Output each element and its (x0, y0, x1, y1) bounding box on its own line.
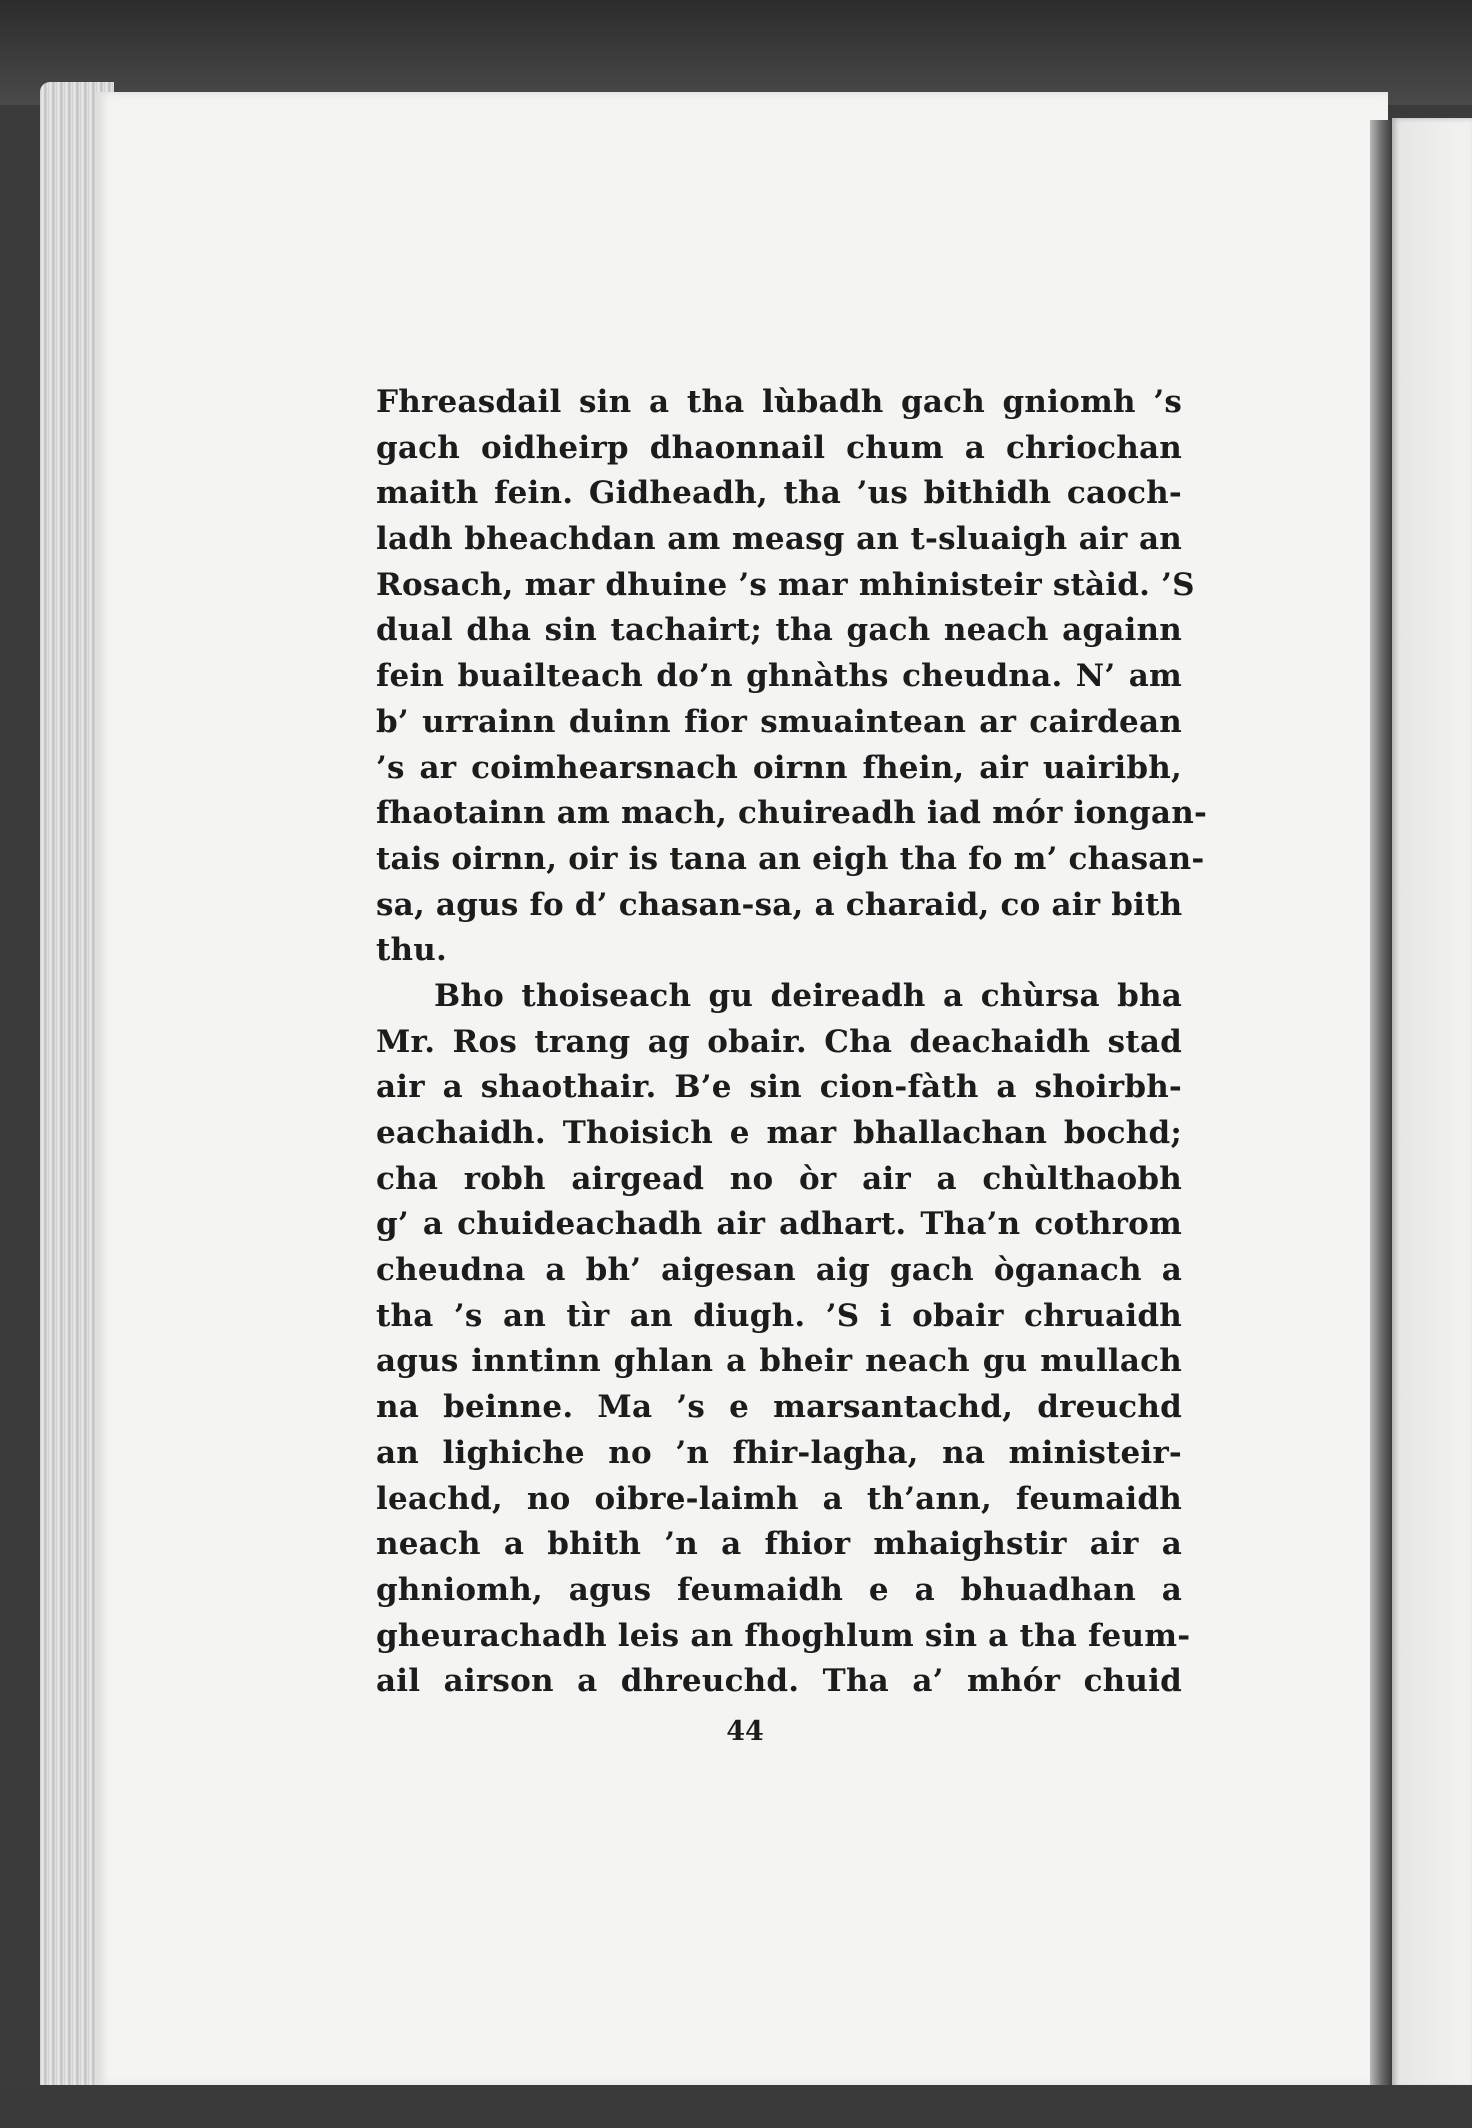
text-line: gheurachadh leis an fhoghlum sin a tha feum- (376, 1617, 1191, 1654)
text-line: neach a bhith ’n a fhior mhaighstir air a (376, 1526, 1182, 1563)
text-line: agus inntinn ghlan a bheir neach gu mullach (376, 1343, 1182, 1380)
text-line: cha robh airgead no òr air a chùlthaobh (376, 1160, 1182, 1197)
text-line: Rosach, mar dhuine ’s mar mhinisteir stàid. ’S (376, 566, 1195, 603)
scanner-background-bottom (0, 2085, 1472, 2128)
text-line: tais oirnn, oir is tana an eigh tha fo m’ chasan- (376, 840, 1205, 877)
text-line: an lighiche no ’n fhir-lagha, na ministeir- (376, 1434, 1182, 1471)
scanner-background-top (0, 0, 1472, 105)
text-line: Mr. Ros trang ag obair. Cha deachaidh stad (376, 1023, 1182, 1060)
text-line: fein buailteach do’n ghnàths cheudna. N’ am (376, 658, 1182, 695)
text-line: maith fein. Gidheadh, tha ’us bithidh caoch- (376, 475, 1182, 512)
paragraph (376, 380, 1208, 974)
text-line: fhaotainn am mach, chuireadh iad mór iongan- (376, 795, 1208, 832)
text-line: Bho thoiseach gu deireadh a chùrsa bha (434, 977, 1182, 1014)
text-line: eachaidh. Thoisich e mar bhallachan bochd; (376, 1115, 1182, 1151)
text-line: leachd, no oibre-laimh a th’ann, feumaidh (376, 1480, 1182, 1517)
text-line: air a shaothair. B’e sin cion-fàth a shoirbh- (376, 1069, 1182, 1106)
book-gutter-shadow (1370, 120, 1392, 2090)
page-number: 44 (726, 1716, 764, 1747)
text-line: g’ a chuideachadh air adhart. Tha’n cothrom (376, 1206, 1182, 1243)
text-line: Fhreasdail sin a tha lùbadh gach gniomh ’s (376, 384, 1182, 420)
body-text (376, 380, 1208, 1705)
text-line: thu. (376, 932, 447, 969)
text-line: ail airson a dhreuchd. Tha a’ mhór chuid (376, 1663, 1182, 1700)
paragraph (376, 974, 1191, 1705)
text-line: sa, agus fo d’ chasan-sa, a charaid, co air bith (376, 886, 1183, 923)
text-line: dual dha sin tachairt; tha gach neach againn (376, 612, 1182, 649)
adjacent-page (1392, 118, 1472, 2088)
text-line: b’ urrainn duinn fior smuaintean ar cairdean (376, 703, 1182, 740)
text-line: na beinne. Ma ’s e marsantachd, dreuchd (376, 1389, 1182, 1426)
text-line: ’s ar coimhearsnach oirnn fhein, air uairibh, (376, 749, 1182, 786)
text-line: gach oidheirp dhaonnail chum a chriochan (376, 429, 1182, 466)
text-line: ladh bheachdan am measg an t-sluaigh air an (376, 521, 1182, 558)
text-line: ghniomh, agus feumaidh e a bhuadhan a (376, 1571, 1182, 1608)
text-line: cheudna a bh’ aigesan aig gach òganach a (376, 1252, 1182, 1289)
text-line: tha ’s an tìr an diugh. ’S i obair chruaidh (376, 1297, 1182, 1334)
